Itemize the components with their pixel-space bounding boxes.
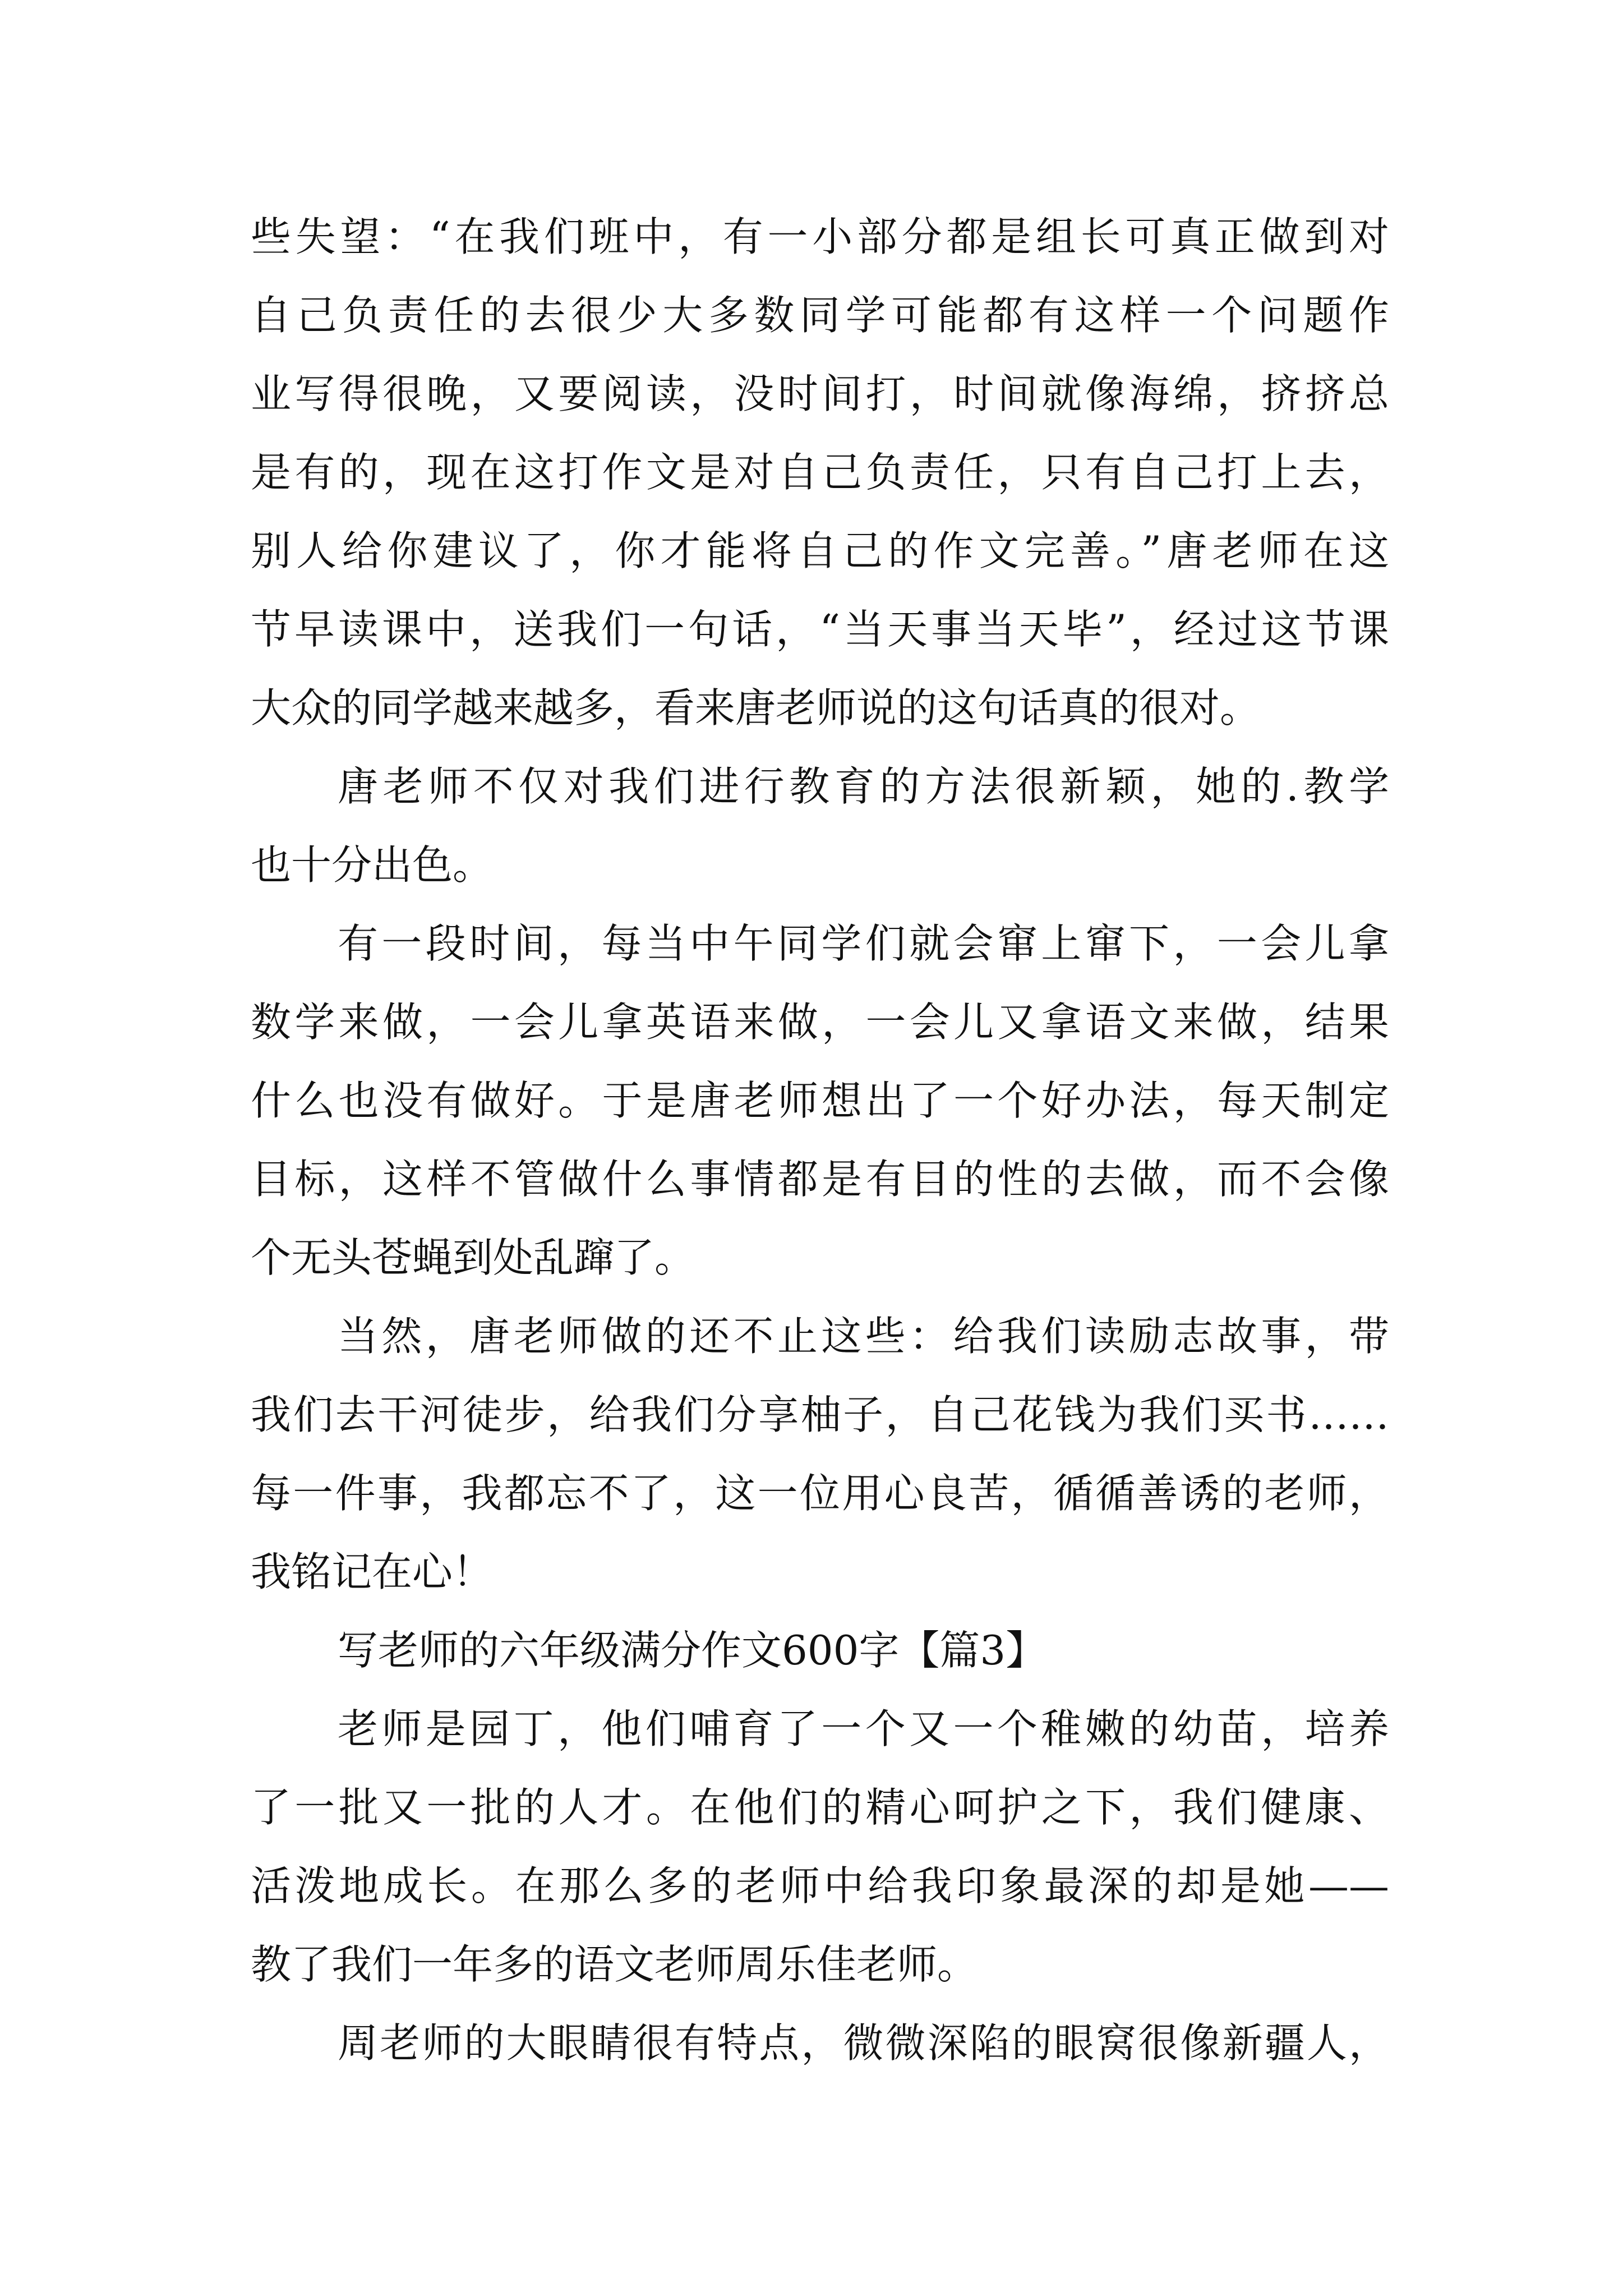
text-line-23: 教了我们一年多的语文老师周乐佳老师。 (251, 1941, 978, 1988)
text-line-16: 我们去干河徒步，给我们分享柚子，自己花钱为我们买书…… (251, 1391, 1389, 1438)
text-line-6: 节早读课中，送我们一句话，“当天事当天毕”，经过这节课 (251, 606, 1389, 653)
text-line-1: 些失望：“在我们班中，有一小部分都是组长可真正做到对 (251, 213, 1389, 260)
text-line-7: 大众的同学越来越多，看来唐老师说的这句话真的很对。 (251, 684, 1261, 731)
text-line-22: 活泼地成长。在那么多的老师中给我印象最深的却是她—— (251, 1862, 1389, 1910)
text-line-8: 唐老师不仅对我们进行教育的方法很新颖，她的.教学 (338, 763, 1389, 810)
text-line-24: 周老师的大眼睛很有特点，微微深陷的眼窝很像新疆人， (338, 2019, 1389, 2067)
text-line-12: 什么也没有做好。于是唐老师想出了一个好办法，每天制定 (251, 1077, 1389, 1124)
text-line-3: 业写得很晚，又要阅读，没时间打，时间就像海绵，挤挤总 (251, 370, 1389, 417)
text-line-18: 我铭记在心！ (251, 1548, 494, 1595)
section-heading: 写老师的六年级满分作文600字【篇3】 (338, 1627, 1046, 1674)
text-line-17: 每一件事，我都忘不了，这一位用心良苦，循循善诱的老师， (251, 1470, 1389, 1517)
text-line-5: 别人给你建议了，你才能将自己的作文完善。”唐老师在这 (251, 527, 1389, 574)
text-line-13: 目标，这样不管做什么事情都是有目的性的去做，而不会像 (251, 1156, 1389, 1203)
text-line-2: 自己负责任的去很少大多数同学可能都有这样一个问题作 (251, 292, 1389, 339)
text-line-4: 是有的，现在这打作文是对自己负责任，只有自己打上去， (251, 449, 1389, 496)
text-line-9: 也十分出色。 (251, 841, 494, 889)
text-line-11: 数学来做，一会儿拿英语来做，一会儿又拿语文来做，结果 (251, 999, 1389, 1046)
text-line-10: 有一段时间，每当中午同学们就会窜上窜下，一会儿拿 (338, 920, 1389, 967)
text-line-15: 当然，唐老师做的还不止这些：给我们读励志故事，带 (338, 1313, 1389, 1360)
text-line-14: 个无头苍蝇到处乱蹿了。 (251, 1234, 695, 1281)
text-line-21: 了一批又一批的人才。在他们的精心呵护之下，我们健康、 (251, 1784, 1389, 1831)
text-line-20: 老师是园丁，他们哺育了一个又一个稚嫩的幼苗，培养 (338, 1705, 1389, 1752)
